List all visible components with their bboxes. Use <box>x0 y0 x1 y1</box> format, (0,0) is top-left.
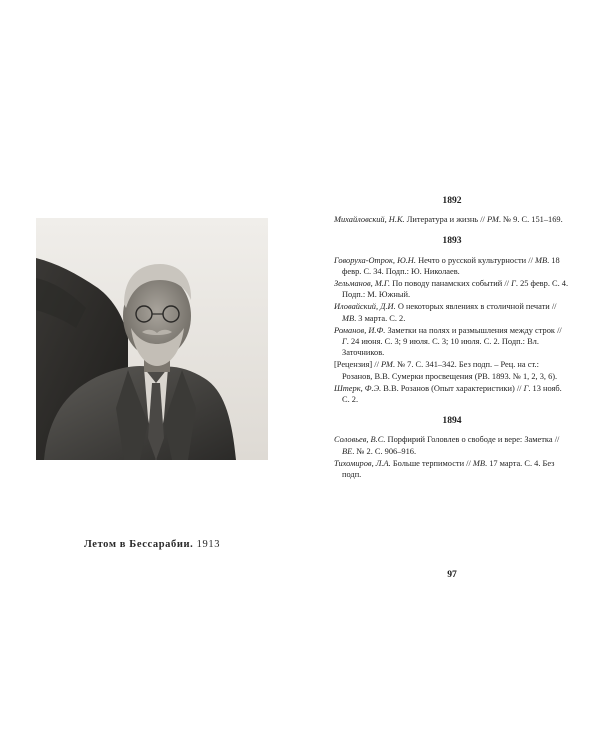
year-section <box>334 195 570 225</box>
entry-author: Иловайский, Д.И. <box>334 302 396 312</box>
entry-title: Литература и жизнь // <box>404 215 487 225</box>
entry-title: [Рецензия] // <box>334 360 382 370</box>
entry-details: . № 2. С. 906–916. <box>352 446 417 456</box>
caption-year: 1913 <box>196 539 221 550</box>
entry-source: Г <box>342 337 347 347</box>
bibliography-entry <box>334 434 570 456</box>
year-section <box>334 235 570 405</box>
entry-details: . 25 февр. С. 4. Подп.: М. Южный. <box>342 279 569 300</box>
year-section <box>334 415 570 480</box>
entry-source: РМ <box>381 360 393 370</box>
portrait-photo <box>36 218 268 460</box>
year-heading: 1893 <box>442 235 462 247</box>
entry-details: . № 7. С. 341–342. Без подп. – Рец. на ст.: Розанов, В.В. Сумерки просвещения (РВ. 1893. № 1, 2, 3, 6). <box>342 360 558 381</box>
entry-title: Порфирий Головлев о свободе и вере: Заметка // <box>385 435 560 445</box>
year-heading: 1892 <box>442 195 462 206</box>
entry-author: Говоруха-Отрок, Ю.Н. <box>334 255 416 265</box>
bibliography-entry <box>334 278 570 300</box>
entry-details: . 18 февр. С. 34. Подп.: Ю. Николаев. <box>342 255 560 276</box>
bibliography-entry <box>334 255 570 277</box>
entry-title: В.В. Розанов (Опыт характеристики) // <box>381 383 524 393</box>
entry-details: . 3 марта. С. 2. <box>354 313 406 323</box>
year-heading: 1894 <box>442 415 462 427</box>
entry-author: Тихомиров, Л.А. <box>334 458 391 468</box>
entry-title: Заметки на полях и размышления между строк // <box>385 325 562 335</box>
portrait-photo-image <box>36 218 268 460</box>
entry-title: По поводу панамских событий // <box>390 279 512 289</box>
entry-source: ВЕ <box>342 446 353 456</box>
entry-source: МВ <box>535 255 548 265</box>
entry-details: . 24 июня. С. 3; 9 июля. С. 3; 10 июля. С. 2. Подп.: Вл. Заточников. <box>342 337 539 358</box>
entry-author: Зельманов, М.Г. <box>334 279 391 289</box>
entry-source: МВ <box>342 313 355 323</box>
entry-title: Нечто о русской культурности // <box>415 255 535 265</box>
entry-title: О некоторых явлениях в столичной печати // <box>395 302 557 312</box>
entry-source: Г <box>523 383 529 393</box>
page-number: 97 <box>447 569 457 580</box>
bibliography <box>334 195 570 490</box>
entry-details: . 13 нояб. С. 2. <box>342 383 562 405</box>
bibliography-entry <box>334 214 570 225</box>
bibliography-entry <box>334 301 570 323</box>
entry-author: Штерк, Ф.Э. <box>334 383 382 393</box>
bibliography-entry <box>334 325 570 359</box>
bibliography-entry <box>334 383 570 405</box>
entry-details: . 17 марта. С. 4. Без подп. <box>342 458 555 480</box>
caption-text: Летом в Бессарабии. <box>83 539 194 550</box>
entry-details: . № 9. С. 151–169. <box>498 215 563 225</box>
entry-author: Романов, И.Ф. <box>334 325 386 335</box>
entry-title: Больше терпимости // <box>390 458 473 468</box>
entry-source: Г <box>511 279 516 289</box>
entry-source: МВ <box>472 458 485 468</box>
entry-author: Соловьев, В.С. <box>334 435 386 445</box>
bibliography-entry <box>334 458 570 480</box>
photo-caption <box>36 539 268 550</box>
entry-author: Михайловский, Н.К. <box>334 215 405 225</box>
entry-source: РМ <box>486 215 499 225</box>
bibliography-entry <box>334 359 570 381</box>
